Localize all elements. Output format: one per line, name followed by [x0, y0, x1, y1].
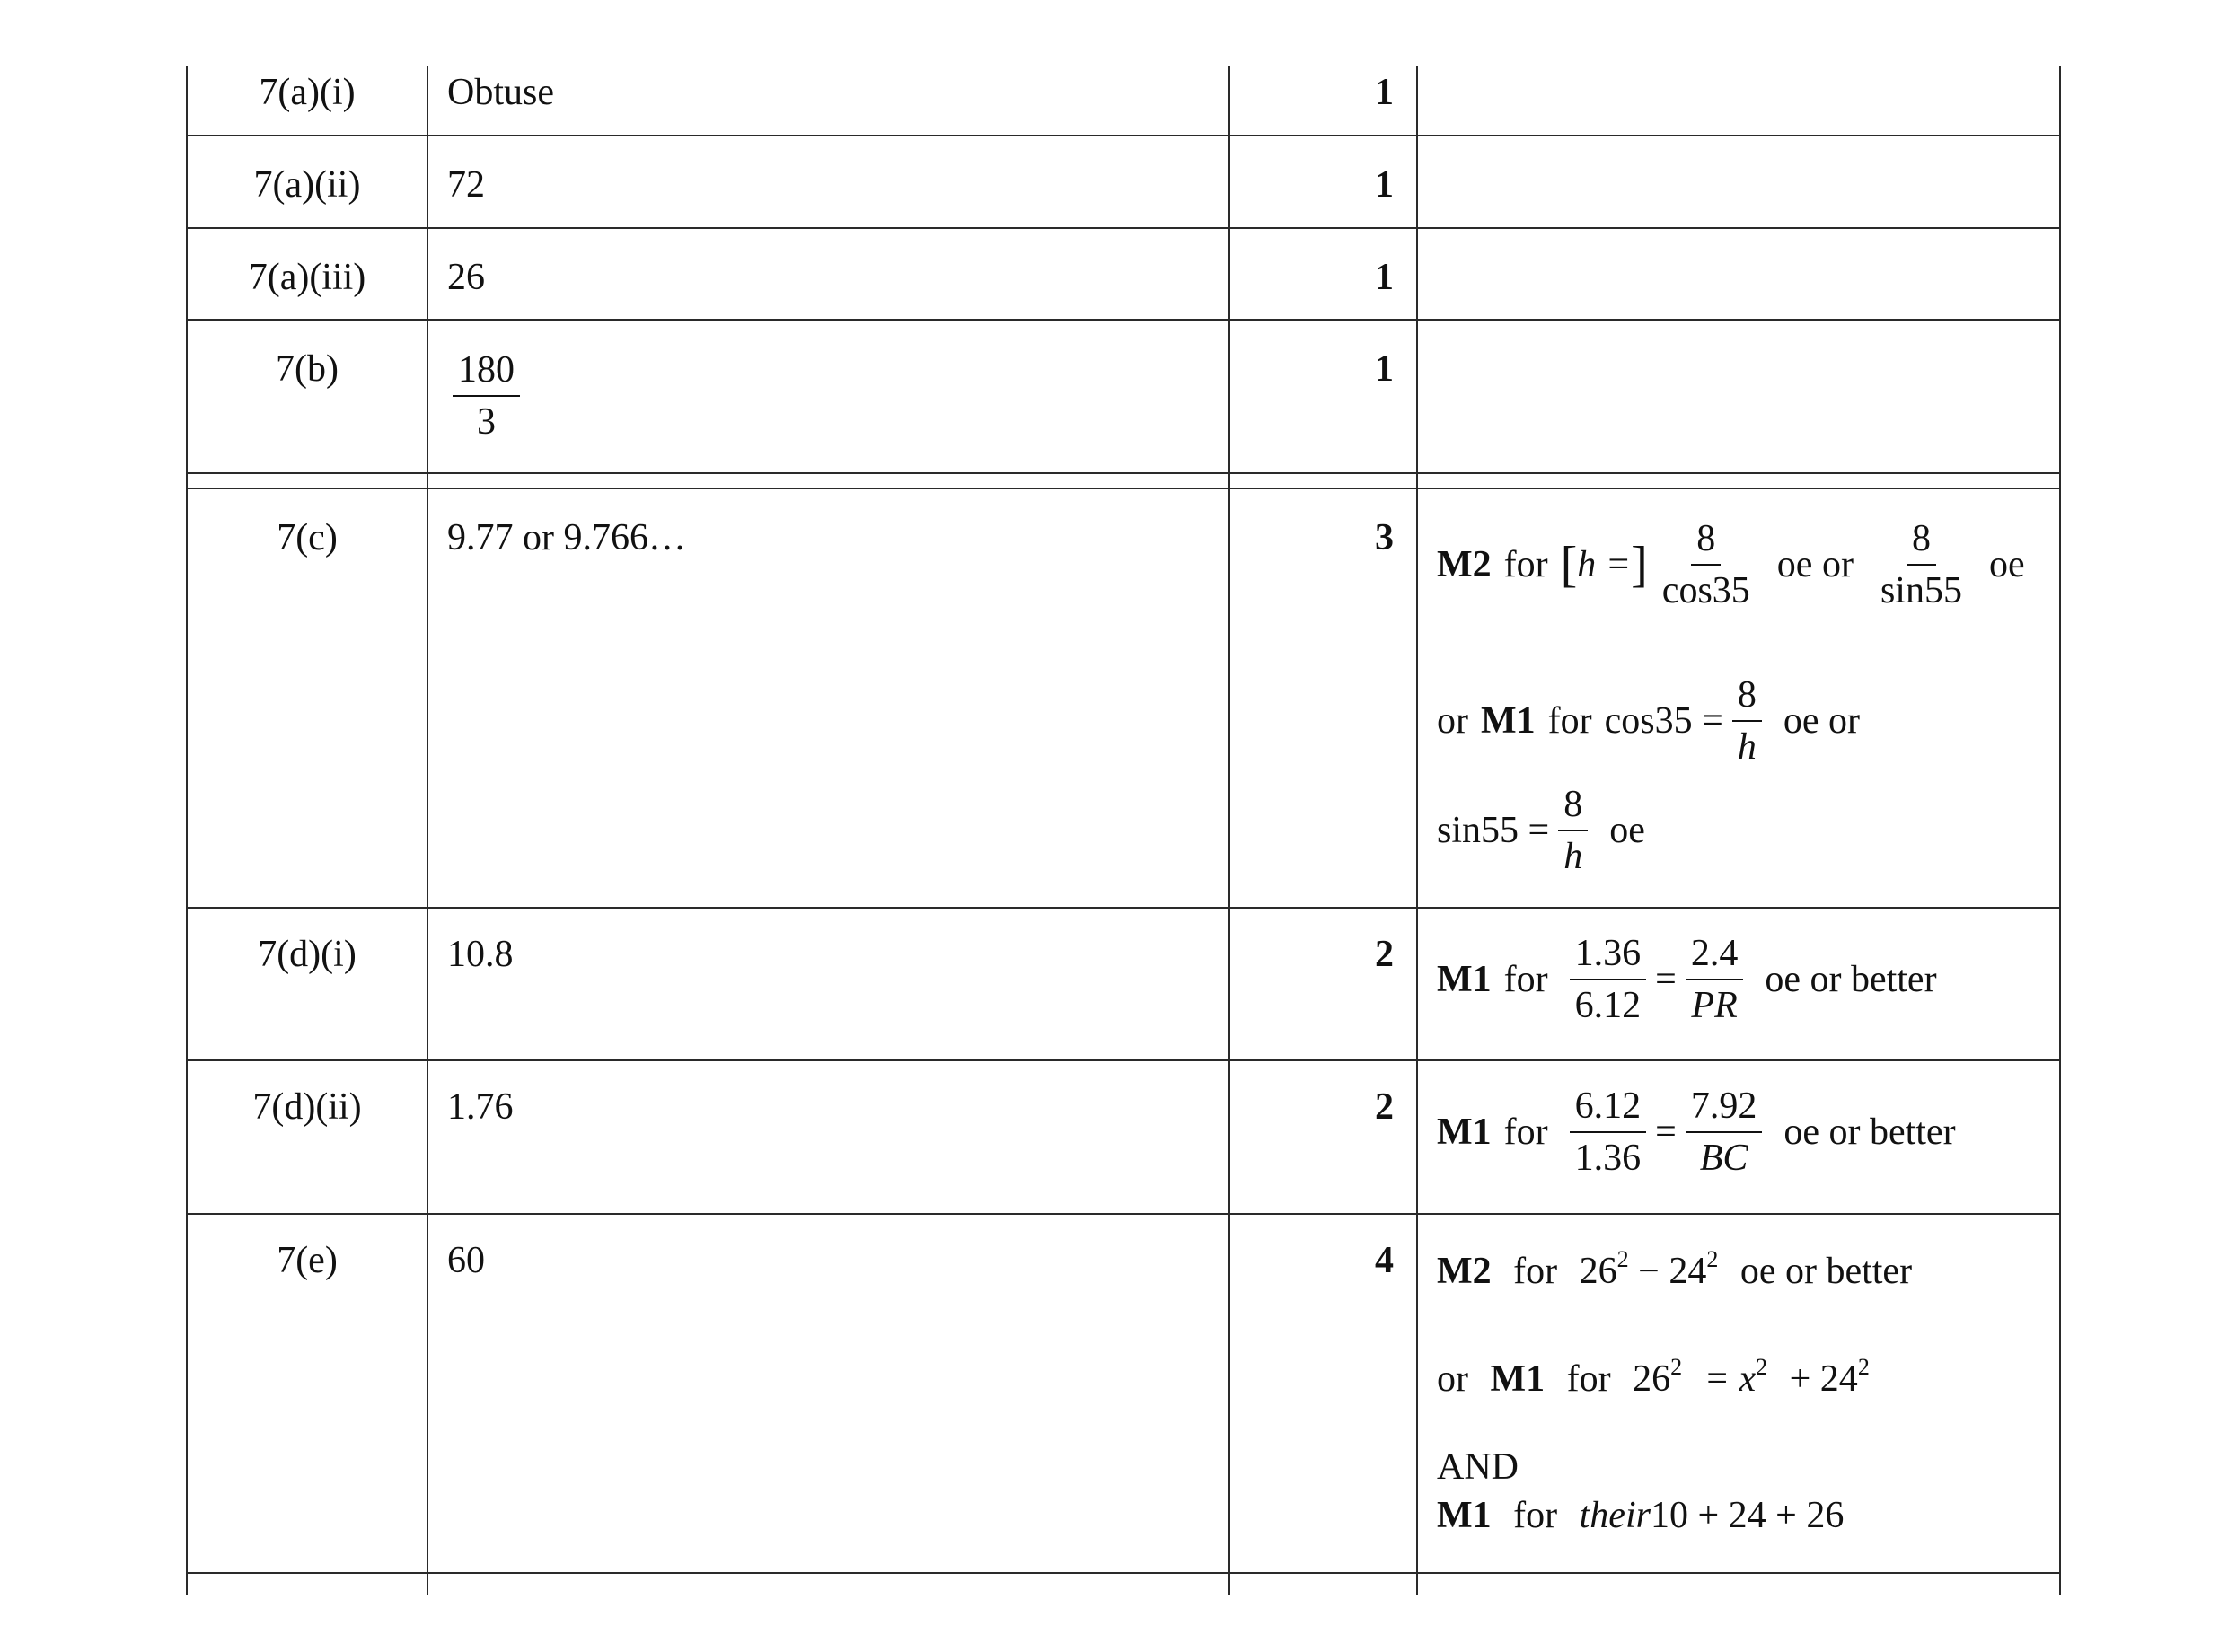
math-expression: cos35 =: [1604, 700, 1723, 743]
bracket-close: ]: [1631, 537, 1648, 593]
math-expression: 10 + 24 + 26: [1650, 1495, 1845, 1536]
fraction-numerator: 180: [453, 350, 520, 397]
question-number: 7(d)(i): [258, 934, 357, 975]
column-divider-marks: [1228, 66, 1230, 1595]
guidance-text: for: [1503, 1112, 1548, 1154]
fraction-numerator: 2.4: [1686, 934, 1744, 980]
fraction-denominator: PR: [1691, 985, 1738, 1027]
guidance-text: for: [1566, 1358, 1611, 1400]
guidance-text: for: [1547, 700, 1592, 743]
fraction: [1657, 519, 1756, 611]
guidance-text: for: [1513, 1495, 1558, 1536]
math-expression: + 24: [1789, 1358, 1858, 1400]
guidance-line: [1437, 1246, 1913, 1292]
answer: Obtuse: [447, 72, 554, 113]
method-mark: M1: [1490, 1358, 1546, 1400]
marks: 1: [1375, 257, 1394, 298]
answer: 9.77 or 9.766…: [447, 517, 686, 558]
guidance-text: their: [1579, 1495, 1651, 1536]
fraction: [1570, 934, 1647, 1025]
fraction-denominator: sin55: [1880, 570, 1962, 612]
fraction: [1558, 785, 1588, 876]
fraction: [1732, 675, 1762, 767]
fraction-denominator: 1.36: [1574, 1138, 1642, 1180]
marks: 2: [1375, 934, 1394, 975]
row-divider: [186, 488, 2061, 489]
method-mark: M1: [1437, 959, 1492, 1001]
method-mark: M1: [1481, 700, 1536, 743]
exponent: 2: [1756, 1354, 1768, 1380]
math-expression: sin55 =: [1437, 810, 1550, 852]
question-number: 7(d)(ii): [252, 1086, 362, 1128]
guidance-line: [1437, 1448, 1519, 1486]
fraction-denominator: cos35: [1661, 570, 1750, 612]
guidance-line: [1437, 519, 2025, 611]
table-border-right: [2059, 66, 2061, 1595]
math-expression: 26: [1633, 1358, 1671, 1400]
row-divider: [186, 1059, 2061, 1061]
fraction-numerator: 8: [1907, 519, 1936, 566]
fraction-denominator: 6.12: [1574, 985, 1642, 1027]
guidance-text: or: [1437, 700, 1468, 743]
question-number: 7(e): [277, 1240, 338, 1281]
answer: 60: [447, 1240, 485, 1281]
answer: 10.8: [447, 934, 514, 975]
exponent: 2: [1706, 1246, 1719, 1272]
row-divider: [186, 907, 2061, 909]
guidance-text: for: [1503, 544, 1548, 586]
guidance-text: for: [1503, 959, 1548, 1001]
guidance-text: oe or better: [1739, 1251, 1913, 1292]
row-divider: [186, 227, 2061, 229]
marks: 1: [1375, 164, 1394, 206]
guidance-line: [1437, 934, 1937, 1025]
math-expression: =: [1655, 1112, 1677, 1154]
method-mark: M2: [1437, 1251, 1492, 1292]
question-number: 7(a)(iii): [248, 257, 366, 298]
math-expression: − 24: [1638, 1251, 1707, 1292]
answer: 26: [447, 257, 485, 298]
marks: 3: [1375, 517, 1394, 558]
guidance-text: oe: [1609, 810, 1645, 852]
fraction: [1875, 519, 1968, 611]
math-expression: = x: [1704, 1358, 1757, 1400]
guidance-text: or: [1437, 1358, 1468, 1400]
fraction-numerator: 7.92: [1686, 1086, 1763, 1133]
fraction: [1686, 1086, 1763, 1178]
marks: 1: [1375, 348, 1394, 390]
exponent: 2: [1670, 1354, 1683, 1380]
guidance-text: for: [1513, 1251, 1558, 1292]
question-number: 7(a)(i): [259, 72, 356, 113]
math-expression: =: [1655, 959, 1677, 1001]
column-divider-answer: [427, 66, 428, 1595]
fraction: [1570, 1086, 1647, 1178]
fraction-numerator: 8: [1558, 785, 1588, 831]
fraction: [1686, 934, 1744, 1025]
fraction-numerator: 8: [1732, 675, 1762, 722]
fraction-numerator: 6.12: [1570, 1086, 1647, 1133]
method-mark: M2: [1437, 544, 1492, 586]
marks: 1: [1375, 72, 1394, 113]
fraction-denominator: h: [1563, 836, 1583, 878]
answer-fraction: [453, 350, 520, 442]
fraction-numerator: 1.36: [1570, 934, 1647, 980]
math-expression: h =: [1577, 544, 1632, 586]
exponent: 2: [1857, 1354, 1870, 1380]
question-number: 7(c): [277, 517, 338, 558]
guidance-text: oe or: [1776, 544, 1854, 586]
guidance-text: oe or better: [1783, 1112, 1956, 1154]
guidance-line: [1437, 1497, 1844, 1534]
bracket-open: [: [1560, 537, 1578, 593]
marks: 2: [1375, 1086, 1394, 1128]
answer: 1.76: [447, 1086, 514, 1128]
guidance-line: [1437, 1086, 1956, 1178]
method-mark: M1: [1437, 1112, 1492, 1154]
fraction-denominator: h: [1737, 726, 1757, 769]
method-mark: M1: [1437, 1495, 1492, 1536]
row-divider: [186, 135, 2061, 136]
question-number: 7(b): [276, 348, 339, 390]
guidance-line: [1437, 1354, 1870, 1400]
guidance-text: AND: [1437, 1446, 1519, 1488]
row-divider: [186, 1572, 2061, 1574]
exponent: 2: [1616, 1246, 1629, 1272]
row-divider: [186, 319, 2061, 321]
fraction-numerator: 8: [1691, 519, 1721, 566]
question-number: 7(a)(ii): [253, 164, 361, 206]
math-expression: 26: [1579, 1251, 1617, 1292]
fraction-denominator: 3: [477, 401, 496, 444]
row-divider: [186, 1213, 2061, 1215]
guidance-line: [1437, 675, 1860, 767]
answer: 72: [447, 164, 485, 206]
guidance-text: oe: [1988, 544, 2025, 586]
fraction-denominator: BC: [1699, 1138, 1748, 1180]
column-divider-guidance: [1416, 66, 1418, 1595]
guidance-text: oe or better: [1765, 959, 1937, 1001]
marks: 4: [1375, 1240, 1394, 1281]
guidance-line: [1437, 785, 1645, 876]
row-divider: [186, 472, 2061, 474]
guidance-text: oe or: [1783, 700, 1860, 743]
